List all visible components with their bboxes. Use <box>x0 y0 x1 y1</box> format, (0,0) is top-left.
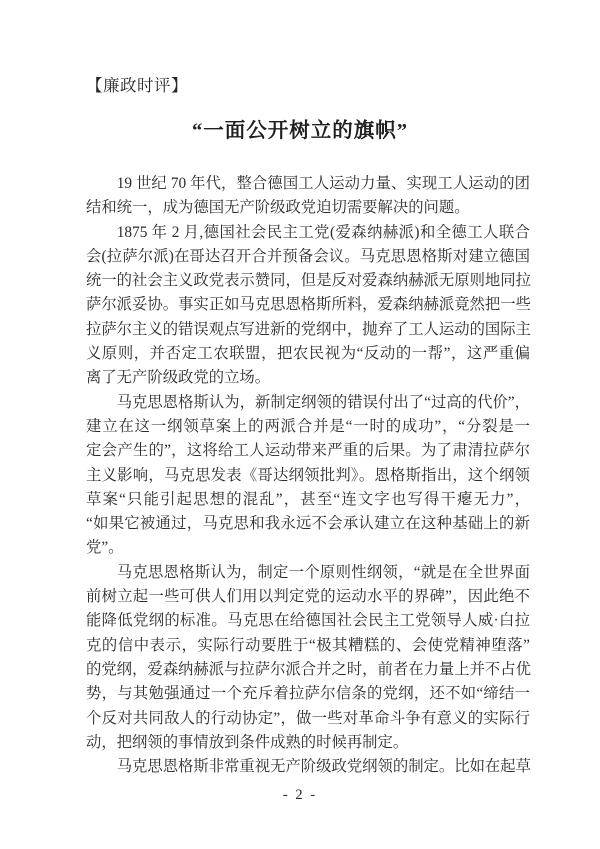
paragraph-line: “如果它被通过，马克思和我永远不会承认建立在这种基础上的新 <box>86 515 530 533</box>
paragraph-line: 主义影响，马克思发表《哥达纲领批判》。恩格斯指出，这个纲领 <box>86 466 530 484</box>
paragraph-line: 会(拉萨尔派)在哥达召开合并预备会议。马克思恩格斯对建立德国 <box>86 247 530 265</box>
column-header: 【廉政时评】 <box>86 76 188 95</box>
paragraph-line: 个反对共同敌人的行动协定”，做一些对革命斗争有意义的实际行 <box>86 709 530 727</box>
paragraph-line: 马克思恩格斯认为，制定一个原则性纲领，“就是在全世界面 <box>116 563 530 581</box>
paragraph-line: 马克思恩格斯非常重视无产阶级政党纲领的制定。比如在起草 <box>116 758 531 776</box>
paragraph-line: 拉萨尔主义的错误观点写进新的党纲中，抛弃了工人运动的国际主 <box>86 320 531 338</box>
paragraph-line: 建立在这一纲领草案上的两派合并是“一时的成功”，“分裂是一 <box>86 417 530 435</box>
paragraph-line: 离了无产阶级政党的立场。 <box>86 369 271 387</box>
paragraph-line: 克的信中表示，实际行动要胜于“极其糟糕的、会使党精神堕落” <box>86 636 530 654</box>
article-body <box>86 172 530 779</box>
article-title: “一面公开树立的旗帜” <box>192 120 408 142</box>
paragraph-line: 能降低党纲的标准。马克思在给德国社会民主工党领导人威·白拉 <box>86 612 530 630</box>
page-number: - 2 - <box>282 787 318 803</box>
paragraph-line: 统一的社会主义政党表示赞同，但是反对爱森纳赫派无原则地同拉 <box>86 272 531 290</box>
paragraph-line: 前树立起一些可供人们用以判定党的运动水平的界碑”，因此绝不 <box>86 588 530 606</box>
paragraph-line: 萨尔派妥协。事实正如马克思恩格斯所料，爱森纳赫派竟然把一些 <box>86 296 531 314</box>
paragraph-line: 动，把纲领的事情放到条件成熟的时候再制定。 <box>86 733 409 751</box>
paragraph-line: 马克思恩格斯认为，新制定纲领的错误付出了“过高的代价”， <box>116 393 530 411</box>
paragraph-line: 19 世纪 70 年代，整合德国工人运动力量、实现工人运动的团 <box>116 175 530 192</box>
paragraph-line: 草案“只能引起思想的混乱”，甚至“连文字也写得干瘪无力”， <box>86 490 530 508</box>
paragraph-line: 结和统一，成为德国无产阶级政党迫切需要解决的问题。 <box>86 199 470 217</box>
paragraph-line: 的党纲，爱森纳赫派与拉萨尔派合并之时，前者在力量上并不占优 <box>86 660 531 678</box>
paragraph-line: 定会产生的”，这将给工人运动带来严重的后果。为了肃清拉萨尔 <box>86 442 530 460</box>
paragraph-line: 1875 年 2 月,德国社会民主工党(爱森纳赫派)和全德工人联合 <box>116 223 530 241</box>
paragraph-line: 势，与其勉强通过一个充斥着拉萨尔信条的党纲，还不如“缔结一 <box>86 685 530 703</box>
paragraph-line: 义原则，并否定工农联盟，把农民视为“反动的一帮”，这严重偏 <box>86 345 530 363</box>
paragraph-line: 党”。 <box>86 539 124 557</box>
